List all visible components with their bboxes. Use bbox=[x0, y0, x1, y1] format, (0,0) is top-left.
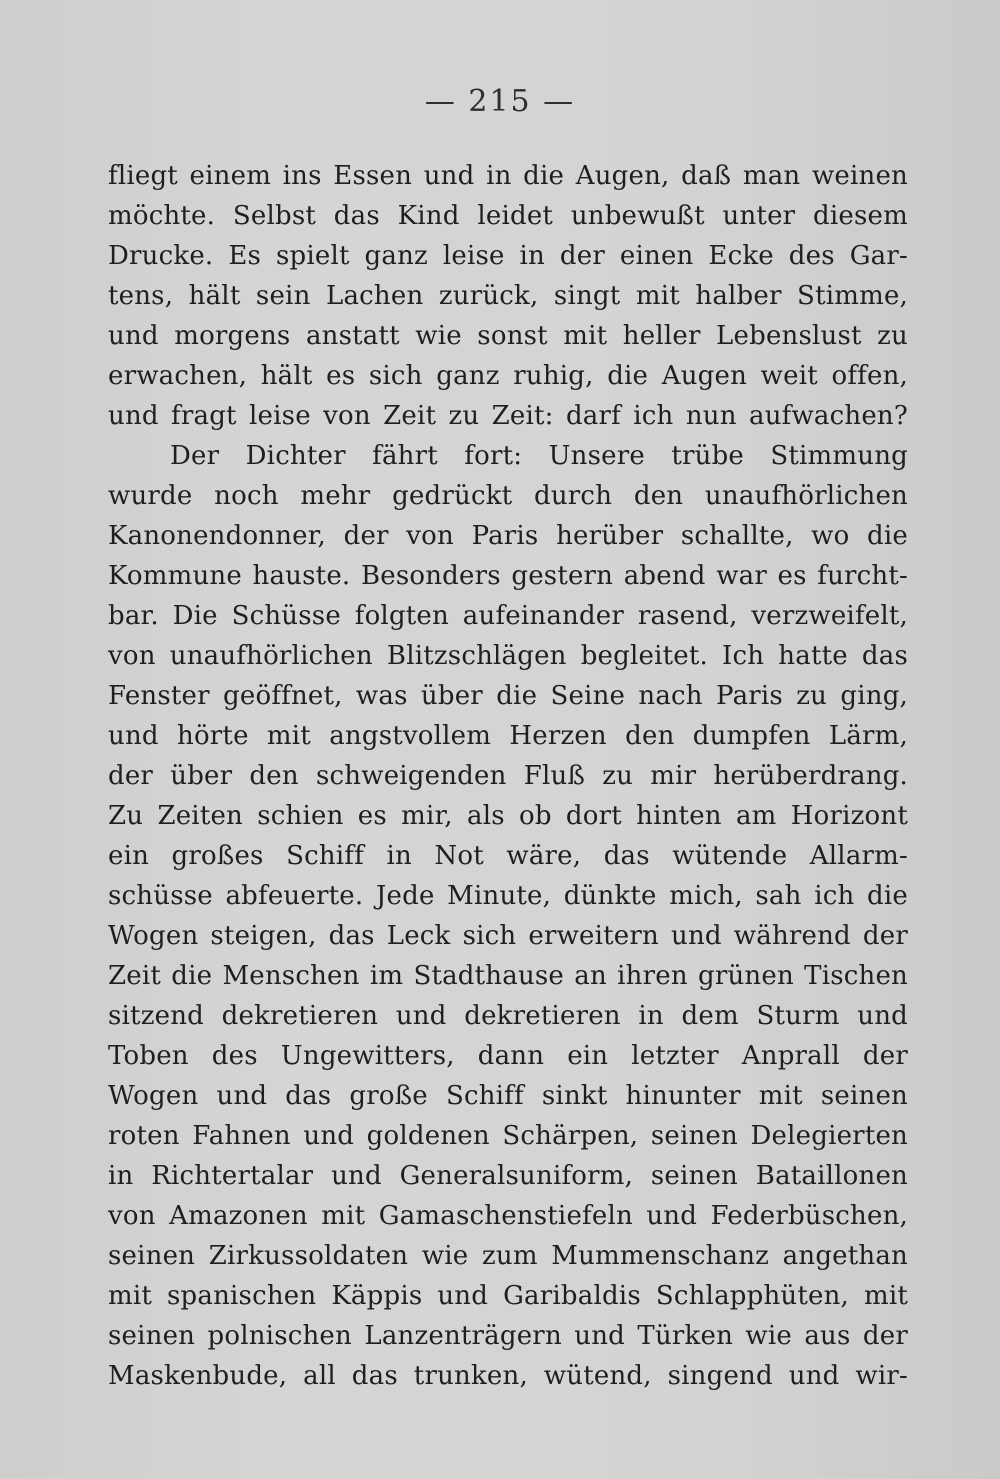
text-line: bar. Die Schüsse folgten aufeinander rasend, verzweifelt, bbox=[108, 601, 908, 631]
text-line: Zu Zeiten schien es mir, als ob dort hinten am Horizont bbox=[108, 801, 908, 831]
text-line: schüsse abfeuerte. Jede Minute, dünkte mich, sah ich die bbox=[108, 881, 908, 911]
text-line: und fragt leise von Zeit zu Zeit: darf ich nun aufwachen? bbox=[108, 401, 908, 431]
text-line: und hörte mit angstvollem Herzen den dumpfen Lärm, bbox=[108, 721, 908, 751]
text-line: möchte. Selbst das Kind leidet unbewußt unter diesem bbox=[108, 201, 908, 231]
text-line: Wogen und das große Schiff sinkt hinunter mit seinen bbox=[108, 1081, 908, 1111]
text-line: Zeit die Menschen im Stadthause an ihren grünen Tischen bbox=[108, 961, 908, 991]
text-line: mit spanischen Käppis und Garibaldis Schlapphüten, mit bbox=[108, 1281, 908, 1311]
body-text bbox=[108, 156, 908, 1396]
text-line: erwachen, hält es sich ganz ruhig, die Augen weit offen, bbox=[108, 361, 908, 391]
text-line: von unaufhörlichen Blitzschlägen begleitet. Ich hatte das bbox=[108, 641, 908, 671]
text-line: in Richtertalar und Generalsuniform, seinen Bataillonen bbox=[108, 1161, 908, 1191]
text-line: von Amazonen mit Gamaschenstiefeln und Federbüschen, bbox=[108, 1201, 908, 1231]
text-line: Kommune hauste. Besonders gestern abend war es furcht- bbox=[108, 561, 908, 591]
text-line: der über den schweigenden Fluß zu mir herüberdrang. bbox=[108, 761, 908, 791]
text-line: Drucke. Es spielt ganz leise in der einen Ecke des Gar- bbox=[108, 241, 908, 271]
text-line: Wogen steigen, das Leck sich erweitern und während der bbox=[108, 921, 908, 951]
text-line: Fenster geöffnet, was über die Seine nach Paris zu ging, bbox=[108, 681, 908, 711]
text-line: seinen polnischen Lanzenträgern und Türken wie aus der bbox=[108, 1321, 908, 1351]
text-line: wurde noch mehr gedrückt durch den unaufhörlichen bbox=[108, 481, 908, 511]
text-line: Kanonendonner, der von Paris herüber schallte, wo die bbox=[108, 521, 908, 551]
text-line: Maskenbude, all das trunken, wütend, singend und wir- bbox=[108, 1361, 908, 1391]
text-line: tens, hält sein Lachen zurück, singt mit halber Stimme, bbox=[108, 281, 908, 311]
text-line: Der Dichter fährt fort: Unsere trübe Stimmung bbox=[170, 441, 908, 471]
text-line: und morgens anstatt wie sonst mit heller Lebenslust zu bbox=[108, 321, 908, 351]
text-line: Toben des Ungewitters, dann ein letzter Anprall der bbox=[108, 1041, 908, 1071]
text-line: seinen Zirkussoldaten wie zum Mummenschanz angethan bbox=[108, 1241, 908, 1271]
text-line: roten Fahnen und goldenen Schärpen, seinen Delegierten bbox=[108, 1121, 908, 1151]
text-line: sitzend dekretieren und dekretieren in dem Sturm und bbox=[108, 1001, 908, 1031]
page-number: — 215 — bbox=[424, 84, 576, 119]
text-line: ein großes Schiff in Not wäre, das wütende Allarm- bbox=[108, 841, 908, 871]
text-line: fliegt einem ins Essen und in die Augen, daß man weinen bbox=[108, 161, 908, 191]
